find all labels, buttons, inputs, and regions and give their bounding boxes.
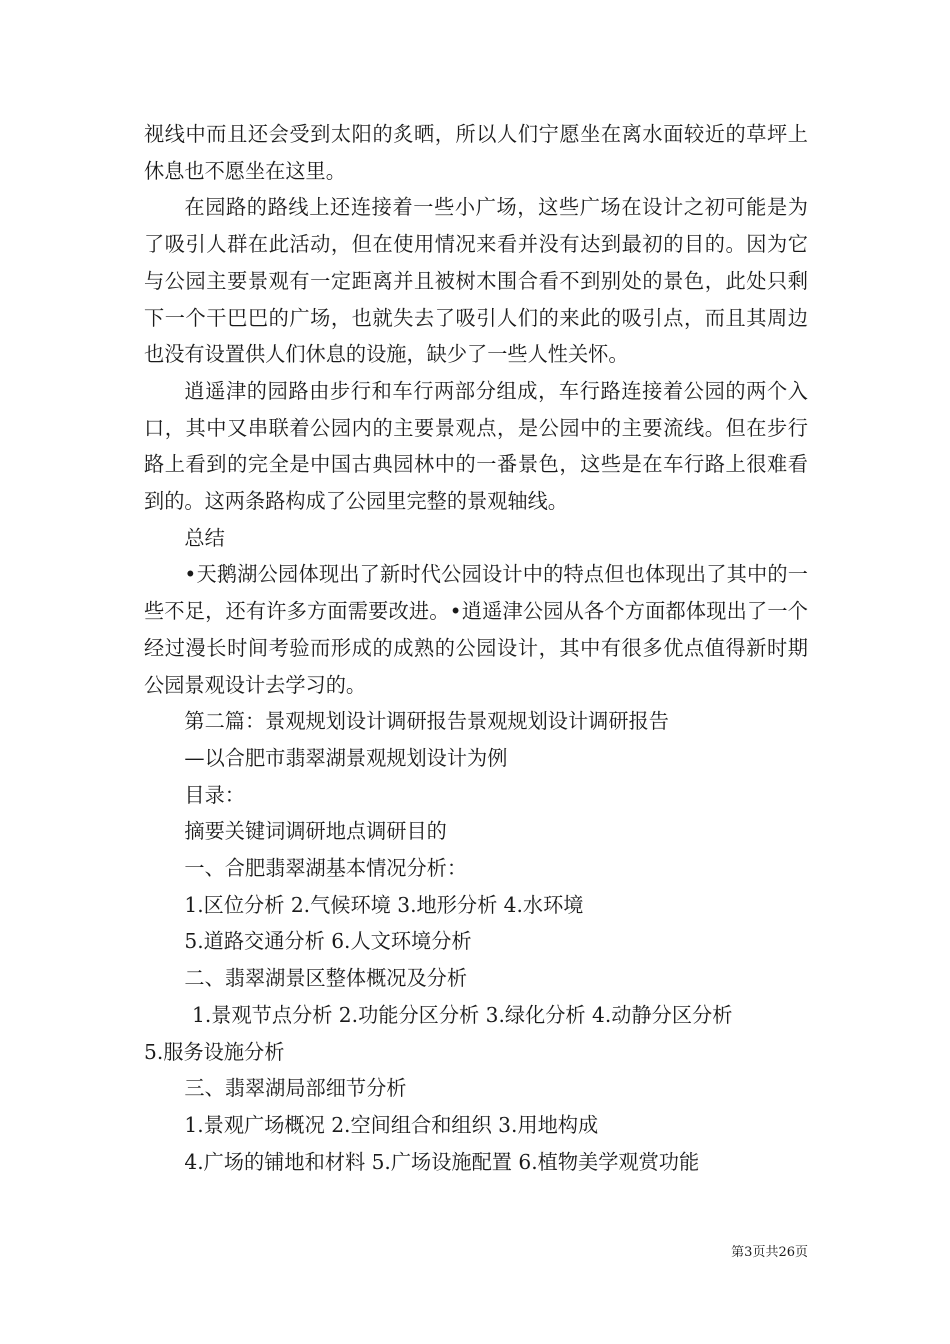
toc-line: 5.道路交通分析 6.人文环境分析	[184, 929, 472, 954]
toc-line: 1.景观广场概况 2.空间组合和组织 3.用地构成	[184, 1112, 599, 1137]
summary-heading: 总结	[184, 525, 225, 550]
toc-line: 5.服务设施分析	[144, 1039, 285, 1064]
toc-label: 目录：	[184, 782, 245, 807]
paragraph: 逍遥津的园路由步行和车行两部分组成，车行路连接着公园的两个入口，其中又串联着公园内的主要景观点，是公园中的主要流线。但在步行路上看到的完全是中国古典园林中的一番景色，这些是在车行路上很难看到的。这两条路构成了公园里完整的景观轴线。	[144, 378, 808, 514]
toc-line: 1.景观节点分析 2.功能分区分析 3.绿化分析 4.动静分区分析	[192, 1002, 733, 1027]
toc-line: 一、合肥翡翠湖基本情况分析：	[184, 856, 468, 881]
toc-line: 1.区位分析 2.气候环境 3.地形分析 4.水环境	[184, 892, 584, 917]
toc-line: 二、翡翠湖景区整体概况及分析	[184, 966, 468, 991]
document-body	[144, 116, 808, 1180]
toc-line: 4.广场的铺地和材料 5.广场设施配置 6.植物美学观赏功能	[184, 1149, 700, 1174]
toc-line: 摘要关键词调研地点调研目的	[184, 819, 447, 844]
part2-subtitle: —以合肥市翡翠湖景观规划设计为例	[184, 745, 508, 770]
page-number-footer: 第3页共26页	[731, 1245, 808, 1260]
paragraph: •天鹅湖公园体现出了新时代公园设计中的特点但也体现出了其中的一些不足，还有许多方面需要改进。•逍遥津公园从各个方面都体现出了一个经过漫长时间考验而形成的成熟的公园设计，其中有很多优点值得新时期公园景观设计去学习的。	[144, 562, 808, 697]
paragraph: 在园路的路线上还连接着一些小广场，这些广场在设计之初可能是为了吸引人群在此活动，但在使用情况来看并没有达到最初的目的。因为它与公园主要景观有一定距离并且被树木围合看不到别处的景色，此处只剩下一个干巴巴的广场，也就失去了吸引人们的来此的吸引点，而且其周边也没有设置供人们休息的设施，缺少了一些人性关怀。	[144, 195, 808, 367]
toc-line: 三、翡翠湖局部细节分析	[184, 1076, 407, 1101]
paragraph: 视线中而且还会受到太阳的炙晒，所以人们宁愿坐在离水面较近的草坪上休息也不愿坐在这里。	[144, 122, 808, 183]
part2-title: 第二篇：景观规划设计调研报告景观规划设计调研报告	[184, 709, 669, 734]
